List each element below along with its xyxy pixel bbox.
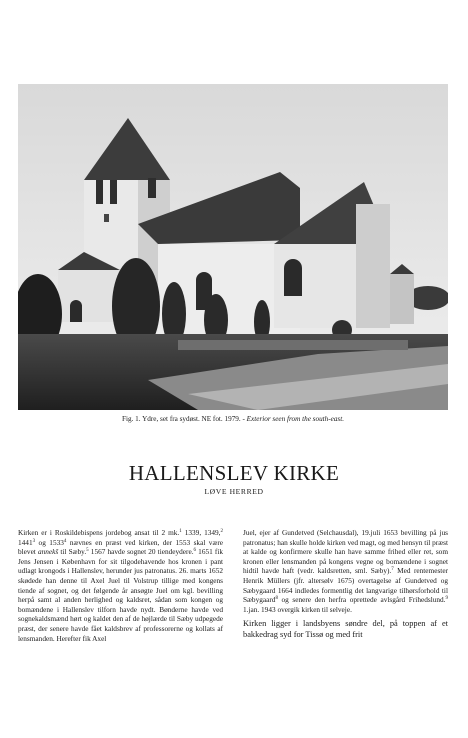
text-run: 1651 fik Jens Jensen i København for sit tilgodehavende hos kronen i pant udlagt krongods i Hallenslev, herunder jus patronatus. 26. marts 1652 skødede han denne til Axel Juel til Volstrup tillige med kongens tiende af sognet, og det følgende år ansøgte Juel om kgl. bevilling herpå samt al anden herlighed og kaldsret, sådan som kongen og bomændene i Hallenslev tilforn havde nydt. Bønderne havde ved sognekaldsmænd hørt og kaldet den af de højlærde til Sæby udpegede præst, der senere havde fået kaldsbrev af professorerne og kollats af lensmanden. Herefter fik Axel (18, 547, 224, 643)
footnote-ref: 8 (275, 596, 278, 602)
caption-english: Exterior seen from the south-east. (246, 415, 345, 423)
text-run: Med rentemester Henrik Müllers (jfr. altersølv 1675) overtagelse af Gundetved og Sæbygaard 1664 indledes formentlig det langvarige tilhørsforhold til Sæbygaard (243, 566, 448, 605)
text-run: og 1533 (35, 537, 64, 547)
text-run: nævnes en præst ved kirken, der 1553 skal være blevet (18, 537, 223, 557)
paragraph: Kirken ligger i landsbyens søndre del, på toppen af et bakkedrag syd for Tissø og med frit (243, 619, 448, 640)
footnote-ref: 7 (391, 567, 394, 573)
text-run: 1.jan. 1943 overgik kirken til selveje. (243, 604, 352, 614)
text-run: til Sæby. (58, 547, 87, 557)
page-title: HALLENSLEV KIRKE (128, 461, 340, 485)
footnote-ref: 3 (32, 538, 36, 544)
footnote-ref: 4 (63, 538, 67, 544)
footnote-ref: 1 (179, 529, 182, 534)
footnote-ref: 6 (193, 548, 197, 554)
right-text-column (243, 528, 448, 640)
paragraph (243, 528, 448, 614)
footnote-ref: 5 (86, 548, 89, 554)
text-run: og senere den herfra oprettede avlsgård Frihedslund. (277, 595, 446, 605)
page-subtitle: LØVE HERRED (204, 487, 264, 496)
text-run: Kirken er i Roskildebispens jordebog ansat til 2 mk. (18, 528, 180, 537)
text-run: Juel, ejer af Gundetved (Selchausdal), 19.juli 1653 bevilling på jus patronatus; han skulle holde kirken ved magt, og med hensyn til præst at kalde og konfirmere skulle han have samme frihed eller ret, som kronen eller lensmanden på kongens vegne og bomændene i sognet hidtil havde haft (vedr. kaldsretten, sml. Sæby). (243, 528, 448, 576)
text-run: 1441 (18, 537, 33, 547)
caption-danish: Fig. 1. Ydre, set fra sydøst. NE fot. 1979. - (121, 415, 245, 423)
footnote-ref: 9 (445, 596, 448, 602)
text-run: 1339, 1349, (184, 528, 221, 537)
text-run: 1567 havde sognet 20 tiendeydere. (88, 547, 194, 557)
figure-caption (18, 414, 448, 424)
text-run-italic: annekš (37, 547, 59, 557)
left-text-column (18, 528, 223, 643)
paragraph (18, 528, 223, 643)
footnote-ref: 2 (220, 529, 224, 534)
church-exterior-image (18, 84, 448, 410)
church-photograph (18, 84, 448, 410)
